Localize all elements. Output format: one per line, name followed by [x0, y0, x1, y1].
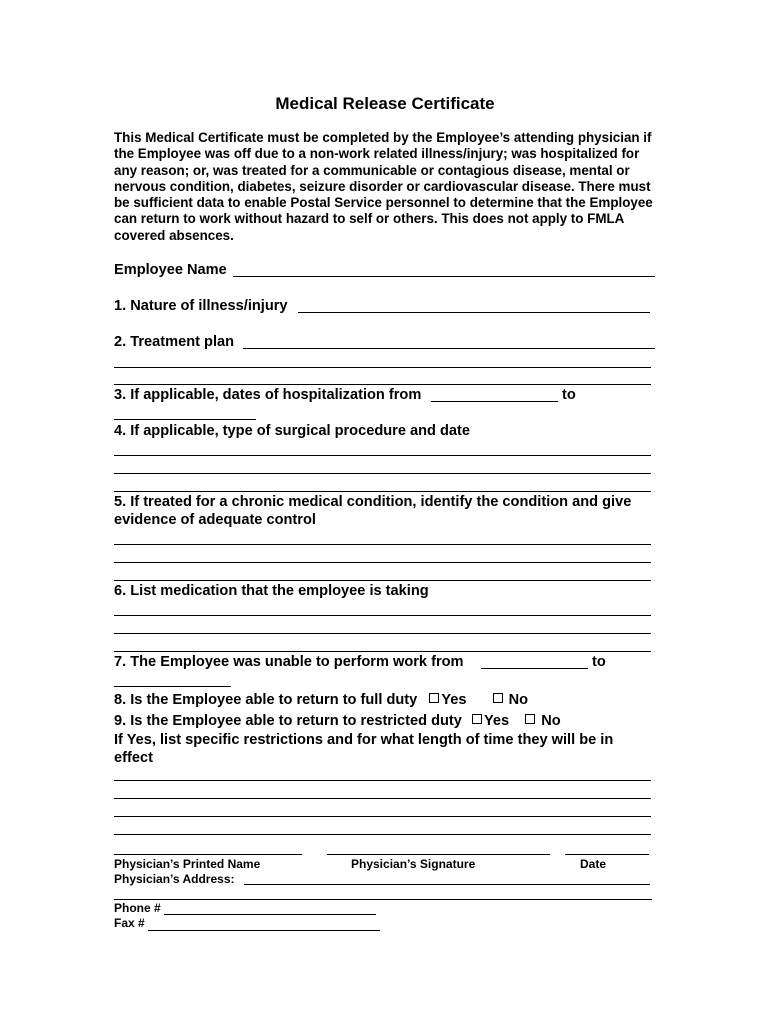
- restrictions-label-line1: If Yes, list specific restrictions and for what length of time they will be in: [114, 732, 614, 748]
- q9-label: 9. Is the Employee able to return to restricted duty: [114, 713, 462, 729]
- q6-field-2[interactable]: [114, 633, 651, 634]
- phone-field[interactable]: [164, 914, 376, 915]
- q8-label: 8. Is the Employee able to return to full duty: [114, 692, 418, 708]
- q5-field-3[interactable]: [114, 580, 651, 581]
- q6-label: 6. List medication that the employee is taking: [114, 583, 429, 599]
- q2-field-3[interactable]: [114, 384, 651, 385]
- signature-label: Physician’s Signature: [351, 857, 476, 871]
- date-label: Date: [580, 857, 607, 871]
- q5-field-2[interactable]: [114, 562, 651, 563]
- printed-name-label: Physician’s Printed Name: [114, 857, 261, 871]
- signature-field[interactable]: [327, 854, 550, 855]
- q4-field-1[interactable]: [114, 455, 651, 456]
- checkbox-icon[interactable]: [493, 693, 503, 703]
- q3-to-label: to: [562, 387, 576, 403]
- q8-yes-option[interactable]: Yes: [429, 692, 466, 708]
- restrictions-label-line2: effect: [114, 750, 153, 766]
- printed-name-field[interactable]: [114, 854, 302, 855]
- q5-label-line2: evidence of adequate control: [114, 512, 316, 528]
- q7-label: 7. The Employee was unable to perform work from: [114, 654, 464, 670]
- q2-label: 2. Treatment plan: [114, 334, 235, 350]
- q8-row: [114, 692, 528, 708]
- address-label: Physician’s Address:: [114, 872, 235, 886]
- q2-field-2[interactable]: [114, 367, 651, 368]
- q5-label-line1: 5. If treated for a chronic medical condition, identify the condition and give: [114, 494, 632, 510]
- fax-label: Fax #: [114, 916, 145, 930]
- q8-no-option[interactable]: No: [493, 692, 529, 708]
- page-title: Medical Release Certificate: [275, 94, 495, 113]
- restrictions-field-1[interactable]: [114, 780, 651, 781]
- checkbox-icon[interactable]: [429, 693, 439, 703]
- q6-field-1[interactable]: [114, 615, 651, 616]
- checkbox-icon[interactable]: [472, 714, 482, 724]
- q3-from-field[interactable]: [431, 401, 558, 402]
- fax-field[interactable]: [148, 930, 380, 931]
- q7-to-label: to: [592, 654, 606, 670]
- q9-no-option[interactable]: No: [525, 713, 561, 729]
- address-field-2[interactable]: [114, 899, 652, 900]
- q7-to-field[interactable]: [114, 686, 231, 687]
- employee-name-field[interactable]: [233, 276, 655, 277]
- employee-name-label: Employee Name: [114, 262, 227, 278]
- checkbox-icon[interactable]: [525, 714, 535, 724]
- phone-label: Phone #: [114, 901, 161, 915]
- q3-label: 3. If applicable, dates of hospitalization from: [114, 387, 422, 403]
- restrictions-field-3[interactable]: [114, 816, 651, 817]
- q4-label: 4. If applicable, type of surgical procedure and date: [114, 423, 471, 439]
- q9-yes-option[interactable]: Yes: [472, 713, 509, 729]
- q1-field[interactable]: [298, 312, 650, 313]
- q4-field-2[interactable]: [114, 473, 651, 474]
- date-field[interactable]: [565, 854, 649, 855]
- q6-field-3[interactable]: [114, 651, 651, 652]
- q4-field-3[interactable]: [114, 491, 651, 492]
- q1-label: 1. Nature of illness/injury: [114, 298, 288, 314]
- restrictions-field-4[interactable]: [114, 834, 651, 835]
- q9-row: [114, 713, 561, 729]
- q2-field-1[interactable]: [243, 348, 655, 349]
- q7-from-field[interactable]: [481, 668, 588, 669]
- restrictions-field-2[interactable]: [114, 798, 651, 799]
- intro-paragraph: This Medical Certificate must be completed by the Employee’s attending physician if the Employee was off due to a non-work related illness/injury; was hospitalized for any reason; or, was treated for a communicable or contagious disease, mental or nervous condition, diabetes, seizure disorder or cardiovascular disease. There must be sufficient data to enable Postal Service personnel to determine that the Employee can return to work without hazard to self or others. This does not apply to FMLA covered absences.: [114, 130, 653, 243]
- q3-to-field[interactable]: [114, 419, 256, 420]
- address-field-1[interactable]: [244, 884, 650, 885]
- q5-field-1[interactable]: [114, 544, 651, 545]
